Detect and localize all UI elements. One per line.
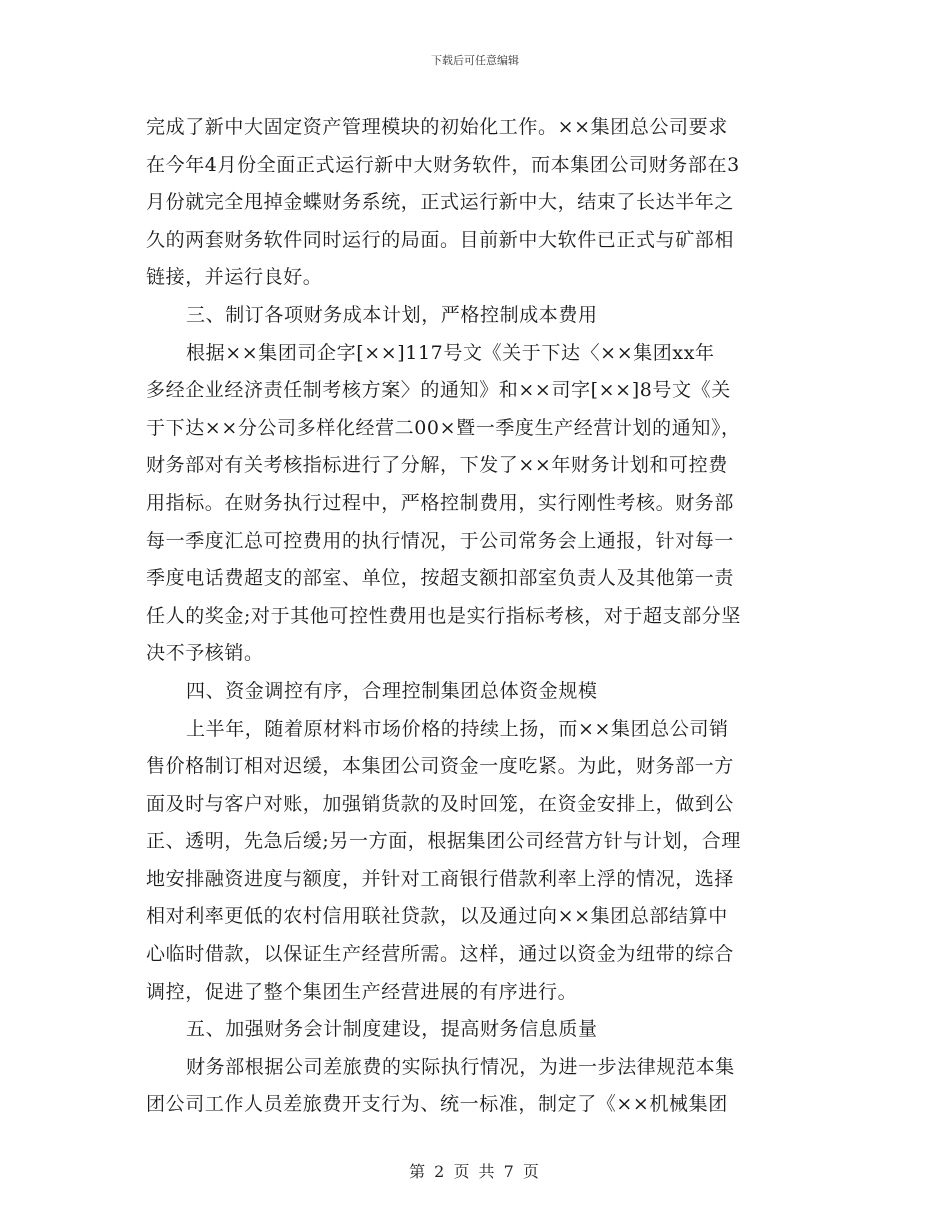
body-line: 地安排融资进度与额度，并针对工商银行借款利率上浮的情况，选择 xyxy=(146,867,735,890)
body-line: 链接，并运行良好。 xyxy=(146,266,323,289)
body-line: 久的两套财务软件同时运行的局面。目前新中大软件已正式与矿部相 xyxy=(146,228,735,251)
body-line: 售价格制订相对迟缓，本集团公司资金一度吃紧。为此，财务部一方 xyxy=(146,755,735,778)
section-heading: 四、资金调控有序，合理控制集团总体资金规模 xyxy=(186,679,598,702)
paragraph-start: 财务部根据公司差旅费的实际执行情况，为进一步法律规范本集 xyxy=(186,1055,735,1078)
body-line: 决不予核销。 xyxy=(146,642,264,665)
paragraph-start: 上半年，随着原材料市场价格的持续上扬，而××集团总公司销 xyxy=(186,717,729,740)
body-line: 团公司工作人员差旅费开支行为、统一标准，制定了《××机械集团 xyxy=(146,1093,728,1116)
body-line: 正、透明，先急后缓;另一方面，根据集团公司经营方针与计划，合理 xyxy=(146,830,742,853)
body-line: 调控，促进了整个集团生产经营进展的有序进行。 xyxy=(146,980,578,1003)
body-line: 完成了新中大固定资产管理模块的初始化工作。××集团总公司要求 xyxy=(146,116,728,138)
page-footer: 第 2 页 共 7 页 xyxy=(409,1162,541,1181)
body-line: 在今年4月份全面正式运行新中大财务软件，而本集团公司财务部在3 xyxy=(146,153,740,176)
body-line: 于下达××分公司多样化经营二00×暨一季度生产经营计划的通知》， xyxy=(146,416,741,439)
body-line: 多经企业经济责任制考核方案〉的通知》和××司字[××]8号文《关 xyxy=(146,379,731,402)
body-line: 月份就完全甩掉金蝶财务系统，正式运行新中大，结束了长达半年之 xyxy=(146,191,735,214)
body-line: 季度电话费超支的部室、单位，按超支额扣部室负责人及其他第一责 xyxy=(146,567,735,590)
section-heading: 五、加强财务会计制度建设，提高财务信息质量 xyxy=(186,1018,598,1041)
body-line: 面及时与客户对账，加强销货款的及时回笼，在资金安排上，做到公 xyxy=(146,792,735,815)
body-line: 心临时借款，以保证生产经营所需。这样，通过以资金为纽带的综合 xyxy=(146,943,735,966)
body-line: 相对利率更低的农村信用联社贷款，以及通过向××集团总部结算中 xyxy=(146,905,728,928)
section-heading: 三、制订各项财务成本计划，严格控制成本费用 xyxy=(186,303,598,326)
body-line: 每一季度汇总可控费用的执行情况，于公司常务会上通报，针对每一 xyxy=(146,529,735,552)
page-header: 下载后可任意编辑 xyxy=(431,54,519,67)
body-line: 用指标。在财务执行过程中，严格控制费用，实行刚性考核。财务部 xyxy=(146,491,735,514)
document-body xyxy=(146,109,806,1124)
body-line: 任人的奖金;对于其他可控性费用也是实行指标考核，对于超支部分坚 xyxy=(146,604,742,627)
paragraph-start: 根据××集团司企字[××]117号文《关于下达〈××集团xx年 xyxy=(186,341,715,364)
body-line: 财务部对有关考核指标进行了分解，下发了××年财务计划和可控费 xyxy=(146,454,728,477)
